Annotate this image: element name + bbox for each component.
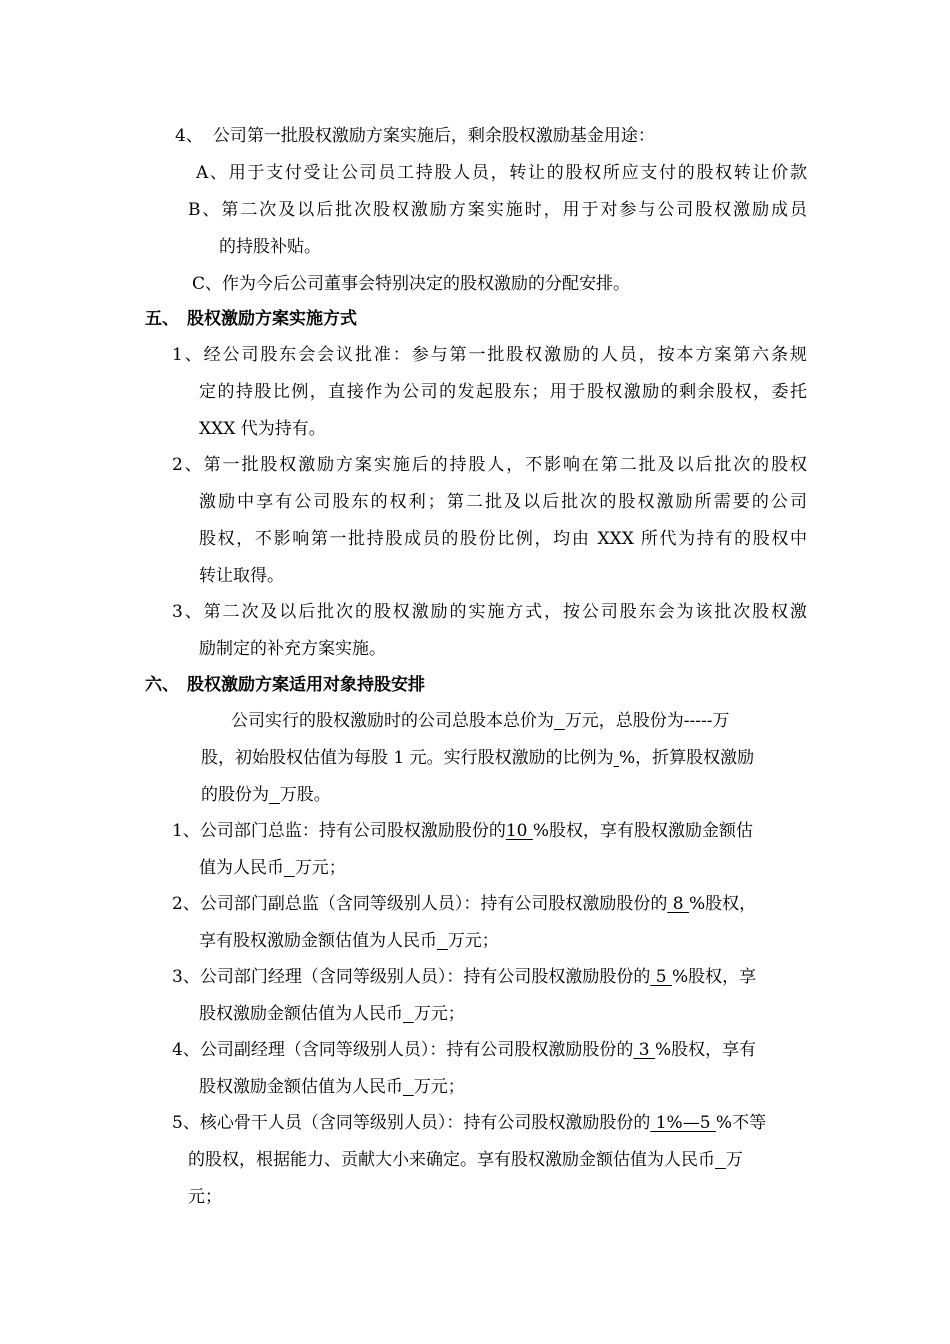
section5-item1-line2: 定的持股比例，直接作为公司的发起股东；用于股权激励的剩余股权，委托 (199, 382, 807, 402)
section5-number: 五、 (145, 309, 179, 329)
section5-item3-line2: 励制定的补充方案实施。 (199, 639, 386, 659)
item5-text-d: 万 (725, 1150, 743, 1170)
item4-b-line1: B、第二次及以后批次股权激励方案实施时，用于对参与公司股权激励成员 (188, 200, 807, 220)
section6-intro-line2 (201, 746, 754, 770)
item2-percent: 8 (667, 894, 689, 914)
section6-item4-line2 (199, 1075, 465, 1099)
section5-item3-line1: 3、第二次及以后批次的股权激励的实施方式，按公司股东会为该批次股权激 (172, 602, 807, 622)
item4b-amount-blank (403, 1077, 414, 1097)
item5-amount-blank (715, 1150, 726, 1170)
item4-text: 公司第一批股权激励方案实施后，剩余股权激励基金用途： (212, 126, 655, 146)
section6-item4-line1 (172, 1038, 756, 1062)
section5-item2-line3: 股权，不影响第一批持股成员的股份比例，均由 XXX 所代为持有的股权中 (199, 529, 807, 549)
item4-c: C、作为今后公司董事会特别决定的股权激励的分配安排。 (192, 274, 631, 294)
section5-item2-line2: 激励中享有公司股东的权利；第二批及以后批次的股权激励所需要的公司 (199, 492, 807, 512)
item2-text-d: 万元； (447, 931, 499, 951)
item1-text-a: 1、公司部门总监：持有公司股权激励股份的 (172, 821, 506, 841)
intro-text-e: 的股份为 (201, 785, 269, 805)
item4b-text-a: 4、公司副经理（含同等级别人员）：持有公司股权激励股份的 (172, 1040, 634, 1060)
item2-text-b: %股权， (688, 894, 757, 914)
section6-number: 六、 (145, 675, 179, 695)
item3-amount-blank (403, 1004, 414, 1024)
intro-text-d: %，折算股权激励 (619, 748, 755, 768)
section6-item2-line2 (199, 929, 499, 953)
section6-title: 股权激励方案适用对象持股安排 (187, 675, 425, 695)
section6-item1-line2 (199, 856, 346, 880)
item3-text-a: 3、公司部门经理（含同等级别人员）：持有公司股权激励股份的 (172, 967, 651, 987)
section5-title: 股权激励方案实施方式 (187, 309, 357, 329)
item1-text-c: 值为人民币 (199, 858, 284, 878)
section6-item5-line2 (188, 1148, 743, 1172)
item2-text-c: 享有股权激励金额估值为人民币 (199, 931, 437, 951)
section5-item1-line1: 1、经公司股东会会议批准：参与第一批股权激励的人员，按本方案第六条规 (172, 345, 807, 365)
section5-item1-line3: XXX 代为持有。 (199, 419, 326, 439)
item3-text-b: %股权，享 (671, 967, 757, 987)
item5-text-a: 5、核心骨干人员（含同等级别人员）：持有公司股权激励股份的 (172, 1113, 651, 1133)
section5-item2-line4: 转让取得。 (199, 566, 284, 586)
section6-intro-line3 (201, 783, 331, 807)
section6-intro-line1 (231, 709, 730, 733)
section6-item2-line1 (172, 892, 756, 916)
section6-item5-line3: 元； (188, 1187, 222, 1207)
item1-percent: 10 (505, 821, 533, 841)
item5-text-c: 的股权，根据能力、贡献大小来确定。享有股权激励金额估值为人民币 (188, 1150, 715, 1170)
item4b-text-c: 股权激励金额估值为人民币 (199, 1077, 403, 1097)
item4-label: 4、 (175, 126, 203, 146)
shares-blank (269, 785, 280, 805)
item5-percent: 1%—5 (650, 1113, 716, 1133)
item2-amount-blank (437, 931, 448, 951)
total-value-blank (554, 711, 565, 731)
item4-b-line2: 的持股补贴。 (219, 237, 321, 257)
item4-line (175, 124, 655, 148)
item3-text-c: 股权激励金额估值为人民币 (199, 1004, 403, 1024)
section6-item5-line1 (172, 1111, 766, 1135)
item1-text-b: %股权，享有股权激励金额估 (532, 821, 754, 841)
section6-item3-line2 (199, 1002, 465, 1026)
intro-text-b: 万元，总股份为-----万 (564, 711, 730, 731)
item1-text-d: 万元； (294, 858, 346, 878)
item2-text-a: 2、公司部门副总监（含同等级别人员）：持有公司股权激励股份的 (172, 894, 668, 914)
section6-item1-line1 (172, 819, 753, 843)
item4b-text-b: %股权，享有 (654, 1040, 757, 1060)
item4b-percent: 3 (633, 1040, 655, 1060)
intro-text-a: 公司实行的股权激励时的公司总股本总价为 (231, 711, 554, 731)
intro-text-f: 万股。 (279, 785, 331, 805)
section5-heading (145, 307, 357, 331)
item3-text-d: 万元； (413, 1004, 465, 1024)
intro-text-c: 股，初始股权估值为每股 1 元。实行股权激励的比例为 (201, 748, 614, 768)
item1-amount-blank (284, 858, 295, 878)
item5-text-b: %不等 (715, 1113, 767, 1133)
item4-a: A、用于支付受让公司员工持股人员，转让的股权所应支付的股权转让价款 (196, 163, 807, 183)
section6-heading (145, 673, 425, 697)
section5-item2-line1: 2、第一批股权激励方案实施后的持股人，不影响在第二批及以后批次的股权 (172, 455, 807, 475)
item4b-text-d: 万元； (413, 1077, 465, 1097)
item3-percent: 5 (650, 967, 672, 987)
section6-item3-line1 (172, 965, 756, 989)
